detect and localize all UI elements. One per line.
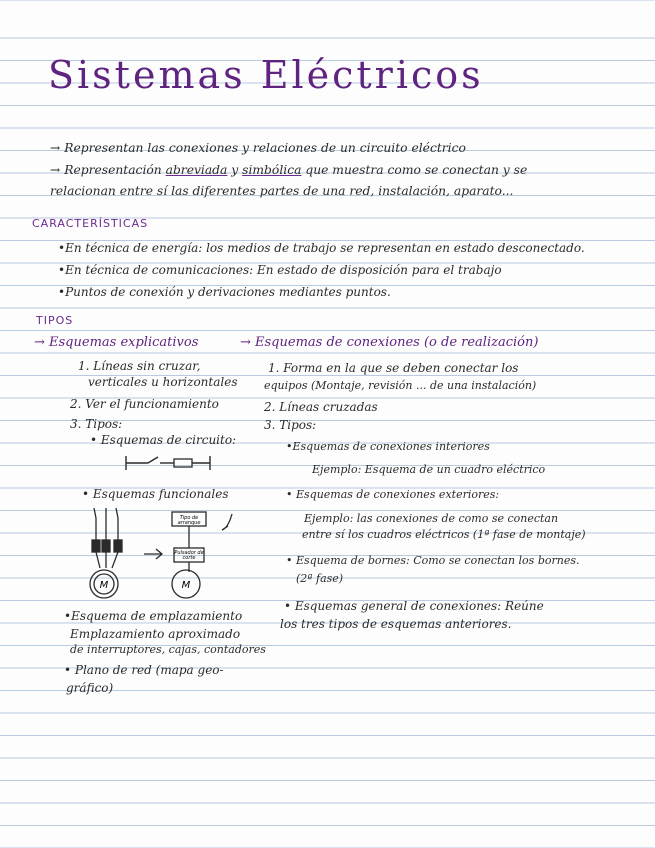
intro-simbolica: simbólica — [242, 163, 302, 177]
left-emplazamiento-desc-2: de interruptores, cajas, contadores — [70, 643, 266, 656]
right-bullet-general: • Esquemas general de conexiones: Reúne — [284, 599, 544, 613]
right-exteriores-example-2: entre sí los cuadros eléctricos (1ª fase de montaje) — [302, 528, 586, 541]
right-point-1b: equipos (Montaje, revisión ... de una instalación) — [264, 379, 537, 392]
right-bullet-interiores: •Esquemas de conexiones interiores — [286, 440, 490, 453]
caracteristica-item-1: •En técnica de energía: los medios de trabajo se representan en estado desconectado. — [58, 241, 585, 255]
functional-scheme-drawing — [82, 504, 242, 604]
functional-box-1-label: Tipo de — [179, 515, 199, 521]
circuit-scheme-drawing — [124, 452, 214, 474]
page-title: Sistemas Eléctricos — [48, 53, 484, 97]
intro-line-2-start: → Representación — [50, 163, 166, 177]
left-point-1a: 1. Líneas sin cruzar, — [78, 359, 201, 373]
right-point-2: 2. Líneas cruzadas — [264, 400, 378, 414]
left-column-header: → Esquemas explicativos — [34, 335, 199, 350]
functional-box-2-label: Pulsador de — [174, 550, 204, 556]
tipos-heading: TIPOS — [36, 314, 74, 327]
intro-line-2-end: que muestra como se conectan y se — [301, 163, 528, 177]
functional-box-1-sub: arranque — [177, 520, 201, 526]
right-bullet-exteriores: • Esquemas de conexiones exteriores: — [286, 488, 500, 501]
left-bullet-circuito: • Esquemas de circuito: — [90, 433, 237, 447]
left-plano-red-cont: gráfico) — [66, 681, 114, 695]
right-bornes-fase: (2ª fase) — [296, 572, 344, 585]
right-exteriores-example-1: Ejemplo: las conexiones de como se conectan — [304, 512, 559, 525]
caracteristica-item-3: •Puntos de conexión y derivaciones mediantes puntos. — [58, 285, 391, 299]
right-point-3: 3. Tipos: — [264, 418, 317, 432]
left-bullet-plano-red: • Plano de red (mapa geo- — [64, 663, 224, 677]
intro-line-3: relacionan entre sí las diferentes partes de una red, instalación, aparato... — [50, 184, 514, 198]
intro-line-1: → Representan las conexiones y relaciones de un circuito eléctrico — [50, 141, 466, 155]
right-point-1a: 1. Forma en la que se deben conectar los — [268, 361, 519, 375]
intro-y: y — [227, 163, 243, 177]
right-column-header: → Esquemas de conexiones (o de realización) — [240, 335, 539, 350]
motor-label-1: M — [99, 580, 109, 591]
intro-line-2 — [50, 164, 527, 176]
intro-abreviada: abreviada — [165, 163, 228, 177]
left-bullet-funcionales: • Esquemas funcionales — [82, 487, 229, 501]
left-emplazamiento-desc-1: Emplazamiento aproximado — [70, 627, 241, 641]
right-general-desc: los tres tipos de esquemas anteriores. — [280, 617, 512, 631]
left-point-1b: verticales u horizontales — [88, 375, 238, 389]
left-point-3: 3. Tipos: — [70, 417, 123, 431]
caracteristica-item-2: •En técnica de comunicaciones: En estado de disposición para el trabajo — [58, 263, 502, 277]
left-point-2: 2. Ver el funcionamiento — [70, 397, 219, 411]
caracteristicas-heading: CARACTERÍSTICAS — [32, 217, 149, 230]
motor-label-2: M — [181, 580, 191, 591]
left-bullet-emplazamiento: •Esquema de emplazamiento — [64, 609, 243, 623]
right-bullet-bornes: • Esquema de bornes: Como se conectan los bornes. — [286, 554, 580, 567]
functional-box-2-sub: corte — [182, 555, 196, 561]
right-interiores-example: Ejemplo: Esquema de un cuadro eléctrico — [312, 463, 546, 476]
